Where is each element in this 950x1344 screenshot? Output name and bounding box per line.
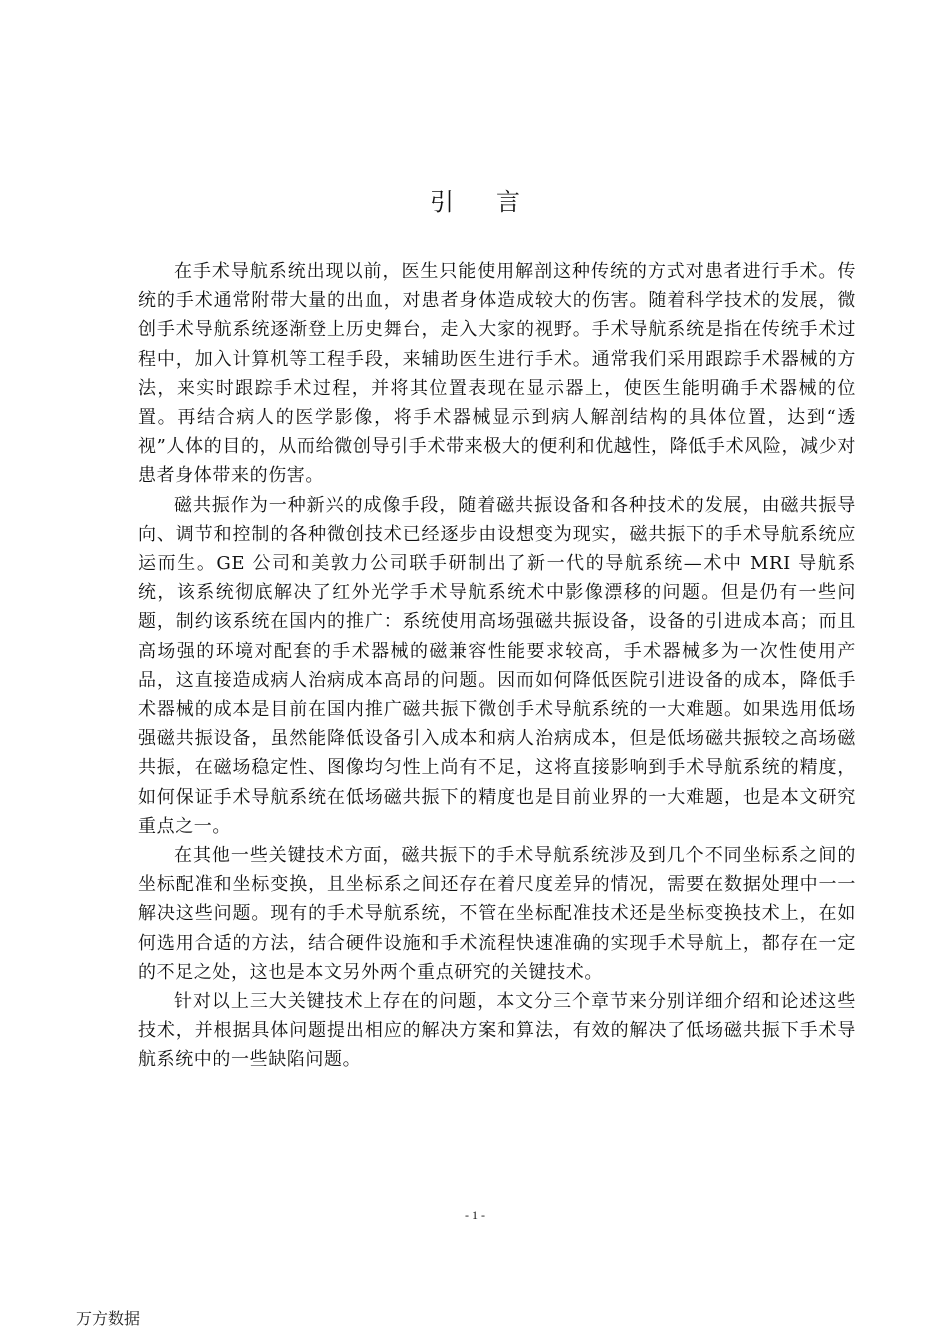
page-title: 引言 xyxy=(430,188,562,216)
body-text xyxy=(138,257,856,1075)
paragraph-4: 针对以上三大关键技术上存在的问题，本文分三个章节来分别详细介绍和论述这些技术，并根据具体问题提出相应的解决方案和算法，有效的解决了低场磁共振下手术导航系统中的一些缺陷问题。 xyxy=(138,991,856,1071)
paragraph-1: 在手术导航系统出现以前，医生只能使用解剖这种传统的方式对患者进行手术。传统的手术通常附带大量的出血，对患者身体造成较大的伤害。随着科学技术的发展，微创手术导航系统逐渐登上历史舞台，走入大家的视野。手术导航系统是指在传统手术过程中，加入计算机等工程手段，来辅助医生进行手术。通常我们采用跟踪手术器械的方法，来实时跟踪手术过程，并将其位置表现在显示器上，使医生能明确手术器械的位置。再结合病人的医学影像，将手术器械显示到病人解剖结构的具体位置，达到“透视”人体的目的，从而给微创导引手术带来极大的便利和优越性，降低手术风险，减少对患者身体带来的伤害。 xyxy=(138,261,856,487)
watermark-text: 万方数据 xyxy=(76,1309,141,1328)
paragraph-3: 在其他一些关键技术方面，磁共振下的手术导航系统涉及到几个不同坐标系之间的坐标配准和坐标变换，且坐标系之间还存在着尺度差异的情况，需要在数据处理中一一解决这些问题。现有的手术导航系统，不管在坐标配准技术还是坐标变换技术上，在如何选用合适的方法，结合硬件设施和手术流程快速准确的实现手术导航上，都存在一定的不足之处，这也是本文另外两个重点研究的关键技术。 xyxy=(138,845,856,983)
page-number: - 1 - xyxy=(465,1208,485,1222)
paragraph-2: 磁共振作为一种新兴的成像手段，随着磁共振设备和各种技术的发展，由磁共振导向、调节和控制的各种微创技术已经逐步由设想变为现实，磁共振下的手术导航系统应运而生。GE 公司和美敦力公司联手研制出了新一代的导航系统—术中 MRI 导航系统，该系统彻底解决了红外光学手术导航系统术中影像漂移的问题。但是仍有一些问题，制约该系统在国内的推广：系统使用高场强磁共振设备，设备的引进成本高；而且高场强的环境对配套的手术器械的磁兼容性能要求较高，手术器械多为一次性使用产品，这直接造成病人治病成本高昂的问题。因而如何降低医院引进设备的成本，降低手术器械的成本是目前在国内推广磁共振下微创手术导航系统的一大难题。如果选用低场强磁共振设备，虽然能降低设备引入成本和病人治病成本，但是低场磁共振较之高场磁共振，在磁场稳定性、图像均匀性上尚有不足，这将直接影响到手术导航系统的精度，如何保证手术导航系统在低场磁共振下的精度也是目前业界的一大难题，也是本文研究重点之一。 xyxy=(138,494,856,837)
